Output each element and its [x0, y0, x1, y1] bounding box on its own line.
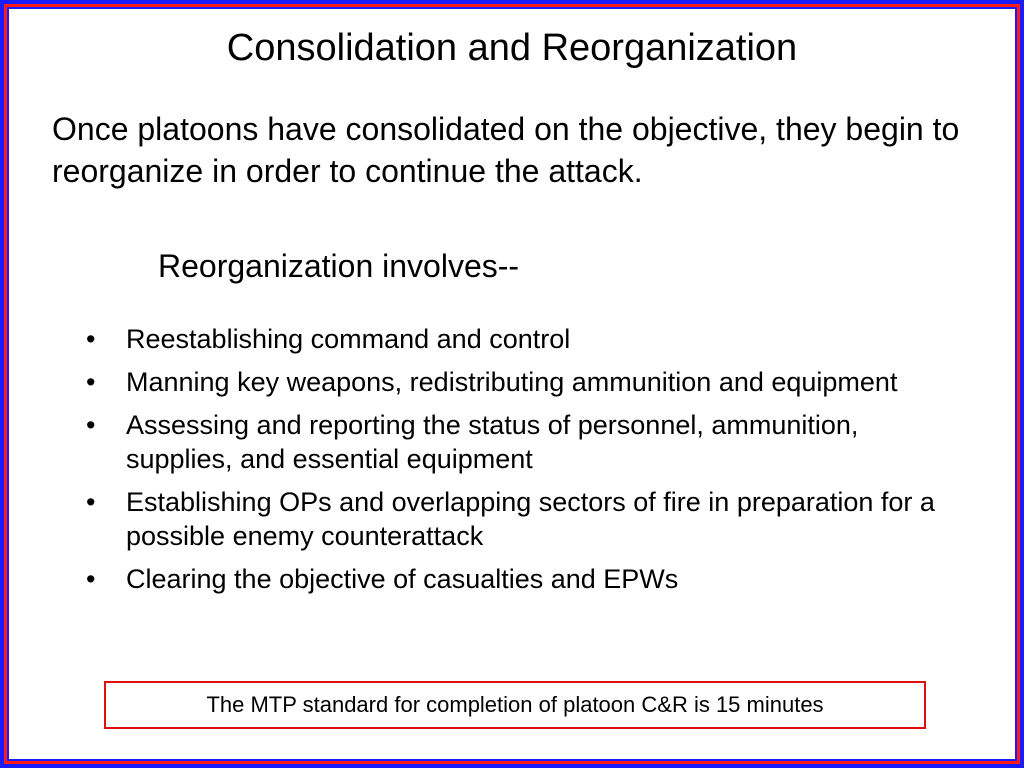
- bullet-item: [84, 365, 964, 399]
- subheading: Reorganization involves--: [158, 248, 520, 284]
- bullet-item: [84, 562, 964, 596]
- bullet-icon: •: [86, 367, 96, 397]
- bullet-text: Reestablishing command and control: [126, 324, 571, 354]
- bullet-icon: •: [86, 324, 96, 354]
- bullet-text: Establishing OPs and overlapping sectors of fire in preparation for a possible enemy counterattack: [126, 487, 935, 551]
- bullet-icon: •: [86, 564, 96, 594]
- bullet-item: [84, 322, 964, 356]
- bullet-item: [84, 485, 964, 553]
- bullet-text: Manning key weapons, redistributing ammunition and equipment: [126, 367, 898, 397]
- bullet-icon: •: [86, 487, 96, 517]
- bullet-list: [84, 322, 964, 605]
- standard-note-box: [104, 681, 926, 729]
- bullet-text: Assessing and reporting the status of personnel, ammunition, supplies, and essential equipment: [126, 410, 859, 474]
- slide-title: Consolidation and Reorganization: [226, 27, 798, 69]
- bullet-icon: •: [86, 410, 96, 440]
- bullet-item: [84, 408, 964, 476]
- bullet-text: Clearing the objective of casualties and EPWs: [126, 564, 679, 594]
- standard-note-text: The MTP standard for completion of platoon C&R is 15 minutes: [206, 692, 824, 717]
- intro-paragraph: Once platoons have consolidated on the objective, they begin to reorganize in order to continue the attack.: [52, 111, 960, 189]
